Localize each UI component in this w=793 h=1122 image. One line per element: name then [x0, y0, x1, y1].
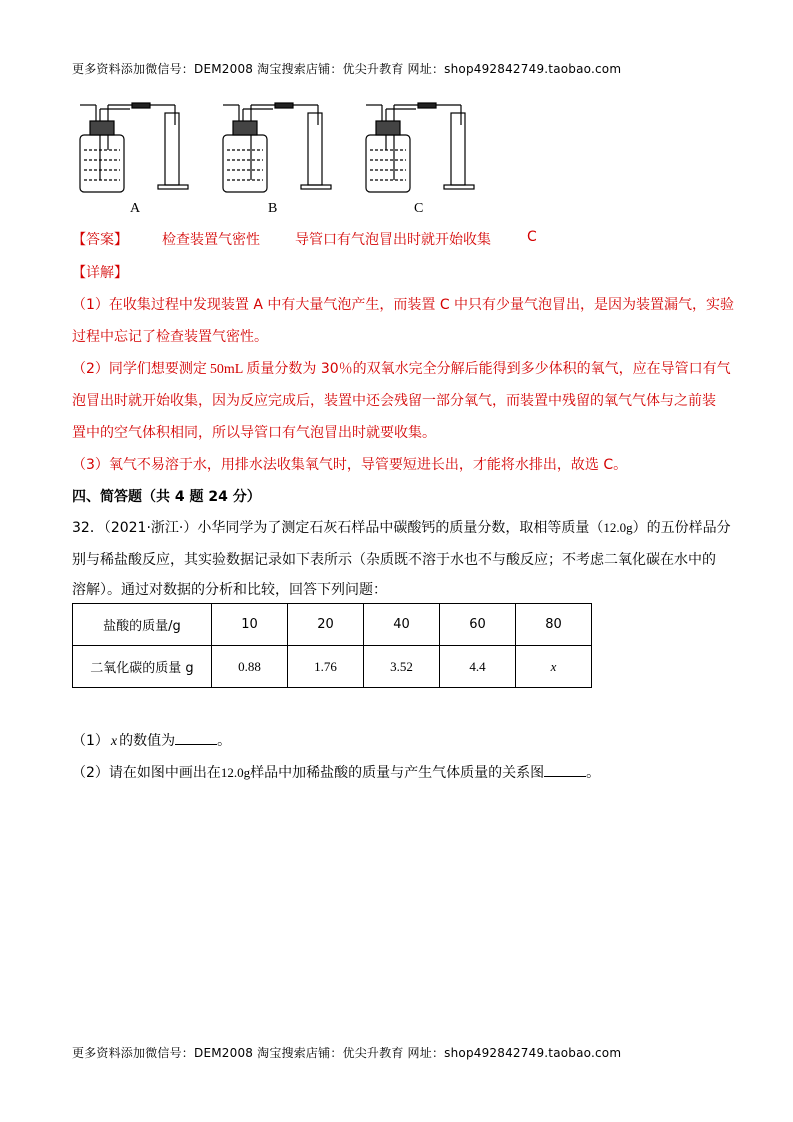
detail-p3: （3）氧气不易溶于水，用排水法收集氧气时，导管要短进长出，才能将水排出，故选 C。: [72, 457, 628, 473]
sub-question-2: （2）请在如图中画出在12.0g样品中加稀盐酸的质量与产生气体质量的关系图 。: [72, 765, 601, 781]
row-label-co2: 二氧化碳的质量 g: [73, 646, 212, 688]
table-cell: 60: [440, 604, 516, 646]
detail-p1-line1: （1）在收集过程中发现装置 A 中有大量气泡产生，而装置 C 中只有少量气泡冒出，是因为装置漏气，实验: [72, 297, 735, 313]
answer-1: 检查装置气密性: [162, 232, 260, 248]
table-row-co2: [73, 646, 592, 688]
question-line3: 溶解）。通过对数据的分析和比较，回答下列问题：: [72, 582, 387, 598]
detail-p1-line2: 过程中忘记了检查装置气密性。: [72, 329, 268, 345]
table-cell: 80: [516, 604, 592, 646]
answer-label: 【答案】: [72, 232, 128, 248]
detail-label: 【详解】: [72, 265, 128, 281]
table-row-acid: [73, 604, 592, 646]
table-cell: x: [516, 646, 592, 688]
detail-p2-line2: 泡冒出时就开始收集，因为反应完成后，装置中还会残留一部分氧气，而装置中残留的氧气气体与之前装: [72, 393, 716, 409]
figure-label-a: A: [130, 201, 141, 216]
sub-question-1: （1） x 的数值为 。: [72, 733, 232, 749]
row-label-acid: 盐酸的质量/g: [73, 604, 212, 646]
data-table: [72, 603, 592, 688]
apparatus-b: [223, 103, 331, 192]
answer-2: 导管口有气泡冒出时就开始收集: [295, 232, 491, 248]
table-cell: 20: [288, 604, 364, 646]
answer-blank-1[interactable]: [175, 744, 217, 745]
table-cell: 10: [212, 604, 288, 646]
apparatus-a: [80, 103, 188, 192]
table-cell: 40: [364, 604, 440, 646]
table-cell: 4.4: [440, 646, 516, 688]
detail-p2-line1: （2）同学们想要测定 50mL 质量分数为 30％的双氧水完全分解后能得到多少体积的氧气，应在导管口有气: [72, 361, 731, 377]
table-cell: 3.52: [364, 646, 440, 688]
table-cell: 1.76: [288, 646, 364, 688]
question-line2: 别与稀盐酸反应，其实验数据记录如下表所示（杂质既不溶于水也不与酸反应；不考虑二氧化碳在水中的: [72, 552, 716, 568]
section-title: 四、简答题（共 4 题 24 分）: [72, 489, 261, 505]
answer-blank-2[interactable]: [544, 776, 586, 777]
table-cell: 0.88: [212, 646, 288, 688]
figure-label-b: B: [268, 201, 278, 216]
question-line1: 32．（2021·浙江·）小华同学为了测定石灰石样品中碳酸钙的质量分数，取相等质量（12.0g）的五份样品分: [72, 520, 731, 536]
figure-label-c: C: [414, 201, 424, 216]
answer-3: C: [527, 229, 537, 245]
detail-p2-line3: 置中的空气体积相同，所以导管口有气泡冒出时就要收集。: [72, 425, 436, 441]
page-header: 更多资料添加微信号：DEM2008 淘宝搜索店铺：优尖升教育 网址：shop492842749.taobao.com: [72, 62, 622, 76]
apparatus-c: [366, 103, 474, 192]
page-footer: 更多资料添加微信号：DEM2008 淘宝搜索店铺：优尖升教育 网址：shop492842749.taobao.com: [72, 1046, 622, 1060]
